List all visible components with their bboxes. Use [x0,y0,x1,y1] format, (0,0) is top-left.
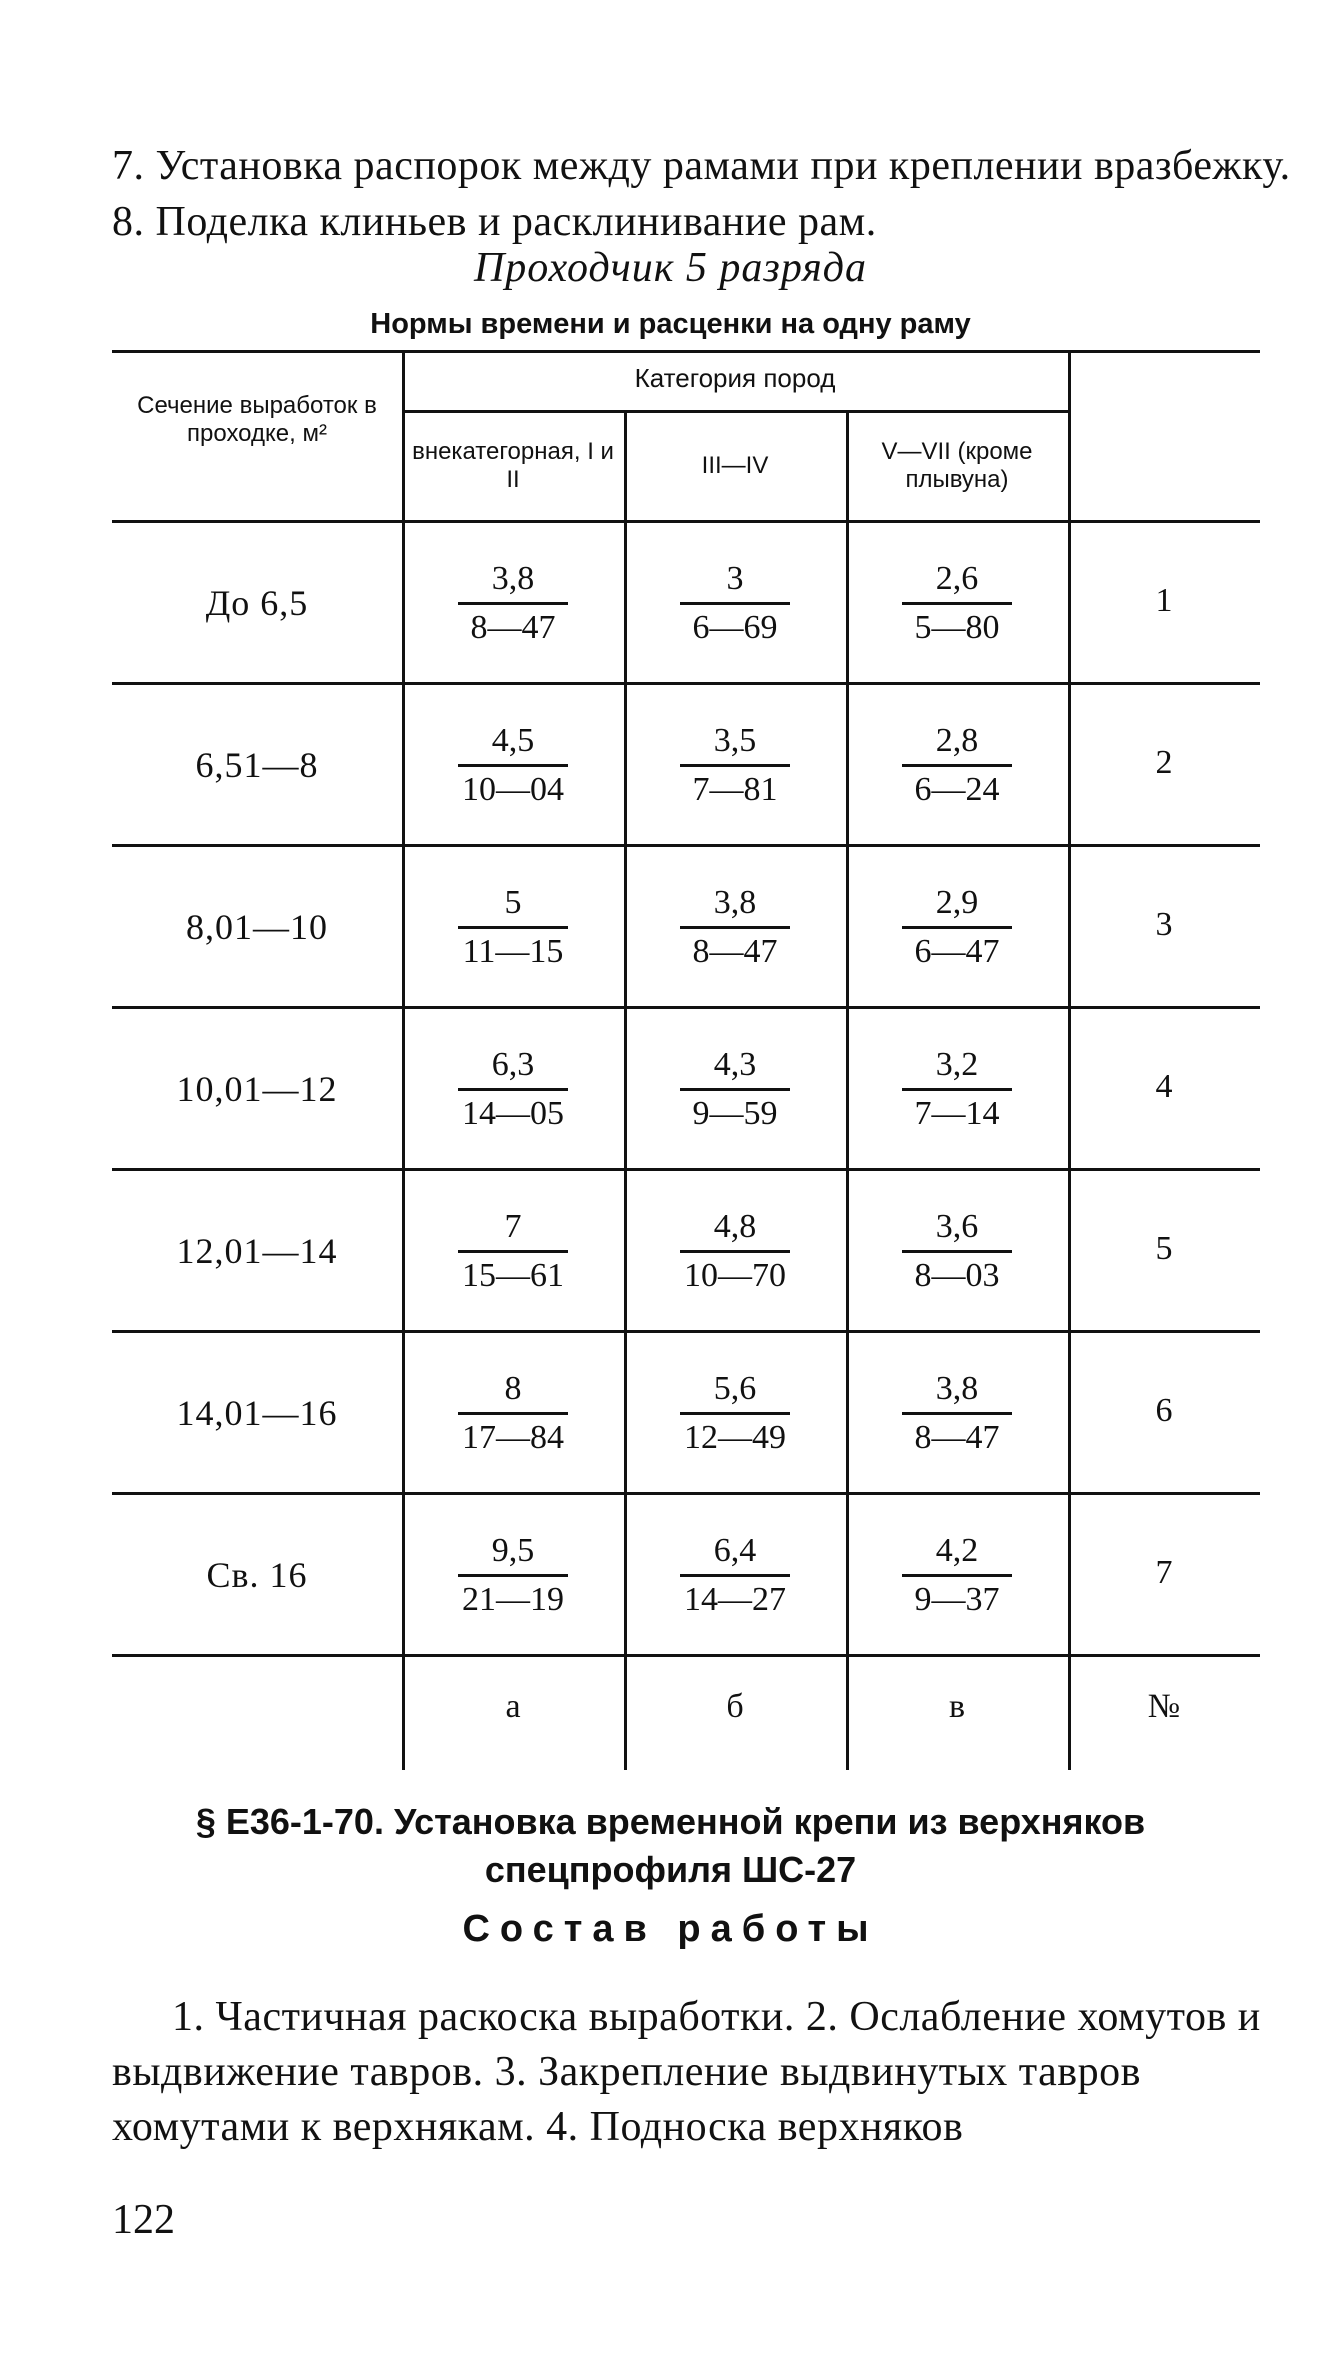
row-label: 8,01—10 [186,907,328,947]
cell-time: 4,3 [713,1046,757,1083]
cell-rate: 5—80 [914,609,1000,646]
cell-rate: 11—15 [462,933,564,970]
table-cell [402,1204,624,1299]
row-rule [112,682,1260,685]
row-rule [112,1006,1260,1009]
cell-rate: 8—47 [692,933,778,970]
table-cell [624,1204,846,1299]
cell-time: 4,2 [935,1532,979,1569]
subheading: Состав работы [462,1908,879,1950]
cell-time: 3,5 [713,722,757,759]
cell-rate: 9—59 [692,1095,778,1132]
table-cell [846,880,1068,975]
cell-rate: 8—03 [914,1257,1000,1294]
cell-rate: 9—37 [914,1581,1000,1618]
table-cell [624,556,846,651]
table-cell [846,718,1068,813]
cell-time: 6,3 [491,1046,535,1083]
table-cell [624,1528,846,1623]
table-cell [846,1204,1068,1299]
category-group-rule [402,410,1068,413]
table-caption: Нормы времени и расценки на одну раму [370,308,971,340]
row-rule [112,1492,1260,1495]
cell-time: 5 [504,884,522,921]
cell-time: 2,9 [935,884,979,921]
cell-time: 3,8 [713,884,757,921]
table-cell [846,1042,1068,1137]
cell-time: 8 [504,1370,522,1407]
cell-rate: 10—04 [462,771,564,808]
cell-time: 3 [726,560,744,597]
cell-rate: 21—19 [462,1581,564,1618]
column-key: а [505,1688,521,1725]
row-number: 6 [1155,1392,1173,1429]
column-key: б [726,1688,744,1725]
row-rule [112,844,1260,847]
header-category-3: V—VII (кроме плывуна) [881,438,1033,493]
table-top-rule [112,350,1260,353]
table-cell [624,880,846,975]
cell-time: 7 [504,1208,522,1245]
cell-time: 2,8 [935,722,979,759]
cell-rate: 14—27 [684,1581,786,1618]
header-bottom-rule [112,520,1260,523]
table-cell [846,556,1068,651]
row-label: 10,01—12 [176,1069,338,1109]
cell-rate: 10—70 [684,1257,786,1294]
cell-rate: 6—24 [914,771,1000,808]
table-cell [402,1366,624,1461]
cell-rate: 7—14 [914,1095,1000,1132]
row-number: 1 [1155,582,1173,619]
row-label: 14,01—16 [176,1393,338,1433]
header-section-column: Сечение выработок в проходке, м² [137,392,377,447]
intro-paragraph: 7. Установка распорок между рамами при креплении вразбежку. 8. Поделка клиньев и расклинивание рам. [112,143,1291,245]
row-label: 12,01—14 [176,1231,338,1271]
table-cell [624,1366,846,1461]
row-label: До 6,5 [205,583,309,623]
row-number: 5 [1155,1230,1173,1267]
row-rule [112,1330,1260,1333]
table-cell [402,1528,624,1623]
cell-time: 4,8 [713,1208,757,1245]
cell-time: 9,5 [491,1532,535,1569]
cell-time: 3,6 [935,1208,979,1245]
page-number: 122 [112,2197,175,2243]
cell-time: 4,5 [491,722,535,759]
table-cell [402,556,624,651]
row-number: 3 [1155,906,1173,943]
cell-rate: 6—47 [914,933,1000,970]
cell-rate: 6—69 [692,609,778,646]
column-key: № [1147,1688,1181,1725]
section-title-line: спецпрофиля ШС-27 [484,1849,857,1890]
cell-time: 2,6 [935,560,979,597]
row-number: 7 [1155,1554,1173,1591]
cell-rate: 12—49 [684,1419,786,1456]
norms-table [112,350,1260,1770]
cell-time: 3,2 [935,1046,979,1083]
table-cell [624,718,846,813]
row-rule [112,1168,1260,1171]
section-title [0,1798,1341,1894]
column-key: в [948,1688,966,1725]
cell-rate: 14—05 [462,1095,564,1132]
row-label: Св. 16 [206,1555,308,1595]
cell-time: 5,6 [713,1370,757,1407]
cell-rate: 17—84 [462,1419,564,1456]
worker-title: Проходчик 5 разряда [473,245,868,291]
table-cell [402,880,624,975]
table-cell [846,1528,1068,1623]
table-cell [846,1366,1068,1461]
header-category-group: Категория пород [634,363,836,393]
header-category-2: III—IV [701,452,769,479]
cell-rate: 8—47 [470,609,556,646]
row-number: 4 [1155,1068,1173,1105]
cell-time: 3,8 [935,1370,979,1407]
table-cell [402,718,624,813]
row-label: 6,51—8 [195,745,319,785]
row-number: 2 [1155,744,1173,781]
cell-time: 6,4 [713,1532,757,1569]
header-category-1: внекатегорная, I и II [412,438,614,493]
table-bottom-rule [112,1654,1260,1657]
body-paragraph: 1. Частичная раскоска выработки. 2. Ослабление хомутов и выдвижение тавров. 3. Закрепление выдвинутых тавров хомутами к верхнякам. 4. Подноска верхняков [112,1994,1261,2150]
cell-rate: 15—61 [462,1257,564,1294]
table-cell [624,1042,846,1137]
table-cell [402,1042,624,1137]
section-title-line: § Е36-1-70. Установка временной крепи из верхняков [195,1801,1146,1842]
cell-rate: 7—81 [692,771,778,808]
cell-time: 3,8 [491,560,535,597]
cell-rate: 8—47 [914,1419,1000,1456]
